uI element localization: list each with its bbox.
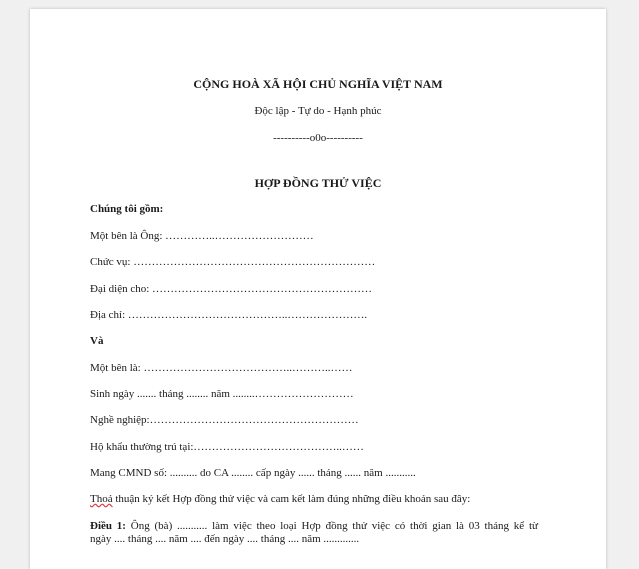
party-b-dob-line: Sinh ngày ....... tháng ........ năm ........……………………… bbox=[90, 388, 354, 400]
document-title: HỢP ĐỒNG THỬ VIỆC bbox=[254, 176, 382, 190]
agreement-text: thuận ký kết Hợp đồng thử việc và cam kết làm đúng những điều khoản sau đây: bbox=[112, 493, 471, 505]
party-b-name-line: Một bên là: …………………………………..………..…… bbox=[90, 362, 353, 374]
article-1-line-1 bbox=[90, 520, 538, 533]
party-a-position-line: Chức vụ: ………………………………………………………… bbox=[90, 256, 376, 268]
party-b-id-line: Mang CMND số: .......... do CA ........ cấp ngày ...... tháng ...... năm ........... bbox=[90, 467, 416, 479]
spellcheck-word: Thoả bbox=[90, 493, 113, 505]
document-page bbox=[30, 9, 606, 569]
parties-intro: Chúng tôi gồm: bbox=[90, 203, 164, 215]
article-1-line-2: ngày .... tháng .... năm .... đến ngày .... tháng .... năm ............. bbox=[90, 533, 360, 545]
party-a-address-line: Địa chỉ: ……………………………………..…………………. bbox=[90, 309, 368, 321]
nation-heading: CỘNG HOÀ XÃ HỘI CHỦ NGHĨA VIỆT NAM bbox=[193, 77, 443, 91]
and-separator: Và bbox=[90, 335, 104, 347]
party-b-occupation-line: Nghề nghiệp:………………………………………………… bbox=[90, 414, 359, 426]
agreement-statement bbox=[90, 493, 470, 506]
heading-divider: ----------o0o---------- bbox=[273, 132, 363, 144]
party-a-name-line: Một bên là Ông: …………..……………………… bbox=[90, 230, 314, 242]
party-a-representing-line: Đại diện cho: …………………………………………………… bbox=[90, 283, 373, 295]
article-1-label: Điều 1: bbox=[90, 520, 126, 532]
party-b-residence-line: Hộ khẩu thường trú tại:…………………………………..…… bbox=[90, 441, 364, 453]
motto: Độc lập - Tự do - Hạnh phúc bbox=[254, 105, 382, 117]
article-1-text: Ông (bà) ........... làm việc theo loại Hợp đồng thử việc có thời gian là 03 tháng kể từ bbox=[125, 520, 538, 532]
